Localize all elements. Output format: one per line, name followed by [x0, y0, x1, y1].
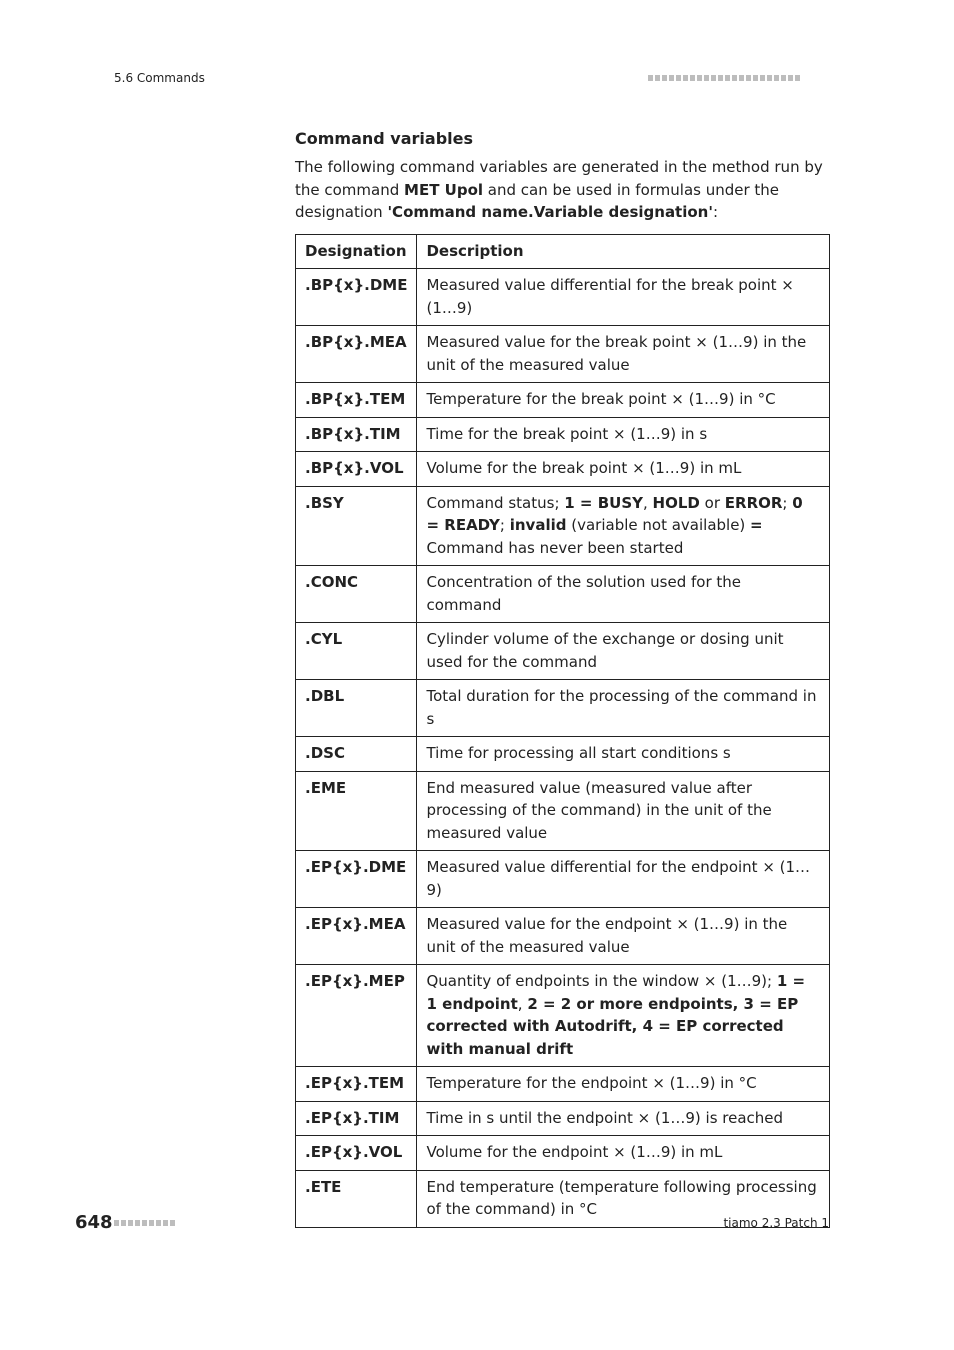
- dot: [655, 75, 660, 81]
- text-run: Concentration of the solution used for the command: [426, 573, 741, 614]
- dot: [128, 1220, 133, 1226]
- dot: [156, 1220, 161, 1226]
- intro-paragraph: [295, 156, 830, 224]
- dot: [718, 75, 723, 81]
- variable-description: [417, 623, 830, 680]
- dot: [795, 75, 800, 81]
- table-row: [296, 771, 830, 851]
- text-run: Time for processing all start conditions s: [426, 744, 731, 762]
- page-number: 648: [75, 1212, 113, 1233]
- dot: [760, 75, 765, 81]
- variable-description: [417, 771, 830, 851]
- dot: [121, 1220, 126, 1226]
- bold-text: HOLD: [652, 493, 700, 512]
- variable-description: [417, 737, 830, 772]
- variable-designation: .BSY: [296, 486, 417, 566]
- table-row: [296, 851, 830, 908]
- table-row: [296, 326, 830, 383]
- variable-description: [417, 486, 830, 566]
- table-row: [296, 965, 830, 1067]
- section-title: Command variables: [295, 129, 473, 148]
- variable-designation: .DBL: [296, 680, 417, 737]
- text-run: End measured value (measured value after processing of the command) in the unit of the measured value: [426, 778, 772, 842]
- command-variables-table: [295, 234, 830, 1228]
- text-run: The following command variables are generated in the method run by the command: [295, 158, 823, 199]
- dot: [781, 75, 786, 81]
- variable-description: [417, 965, 830, 1067]
- table-row: [296, 1136, 830, 1171]
- main-content: [295, 128, 830, 1228]
- variable-description: [417, 908, 830, 965]
- text-run: End temperature (temperature following processing of the command) in °C: [426, 1177, 817, 1218]
- variable-designation: .CYL: [296, 623, 417, 680]
- dot: [142, 1220, 147, 1226]
- dot: [170, 1220, 175, 1226]
- table-row: [296, 417, 830, 452]
- text-run: Time for the break point × (1…9) in s: [426, 424, 708, 443]
- table-row: [296, 908, 830, 965]
- text-run: Measured value differential for the endpoint × (1…9): [426, 858, 811, 899]
- dot: [690, 75, 695, 81]
- text-run: ;: [782, 493, 793, 512]
- text-run: Temperature for the break point × (1…9) in °C: [426, 390, 776, 408]
- variable-description: [417, 269, 830, 326]
- bold-text: 0 = READY: [426, 493, 803, 534]
- text-run: Measured value differential for the break point × (1…9): [426, 276, 794, 317]
- variable-designation: .CONC: [296, 566, 417, 623]
- variable-designation: .BP{x}.TEM: [296, 383, 417, 418]
- variable-description: [417, 417, 830, 452]
- dot: [114, 1220, 119, 1226]
- dot: [739, 75, 744, 81]
- variable-designation: .BP{x}.VOL: [296, 452, 417, 487]
- table-row: [296, 383, 830, 418]
- variable-designation: .DSC: [296, 737, 417, 772]
- dot: [163, 1220, 168, 1226]
- text-run: Measured value for the endpoint × (1…9) in the unit of the measured value: [426, 915, 788, 956]
- running-header-section: 5.6 Commands: [114, 71, 205, 85]
- bold-text: invalid: [509, 516, 567, 534]
- table-row: [296, 1101, 830, 1136]
- bold-text: ERROR: [724, 493, 783, 512]
- column-header-description: Description: [417, 234, 830, 269]
- dot: [711, 75, 716, 81]
- table-row: [296, 1067, 830, 1102]
- dot: [725, 75, 730, 81]
- text-run: Command status;: [426, 493, 565, 512]
- bold-text: 1 = BUSY: [564, 493, 643, 512]
- text-run: or: [699, 493, 725, 512]
- table-header-row: [296, 234, 830, 269]
- variable-designation: .EME: [296, 771, 417, 851]
- variable-description: [417, 1136, 830, 1171]
- variable-description: [417, 1101, 830, 1136]
- table-row: [296, 452, 830, 487]
- dot: [704, 75, 709, 81]
- text-run: Temperature for the endpoint × (1…9) in °C: [426, 1074, 757, 1092]
- variable-designation: .EP{x}.MEP: [296, 965, 417, 1067]
- variable-designation: .EP{x}.MEA: [296, 908, 417, 965]
- dot: [732, 75, 737, 81]
- dot: [683, 75, 688, 81]
- bold-text: =: [750, 516, 763, 534]
- variable-designation: .EP{x}.DME: [296, 851, 417, 908]
- variable-description: [417, 1067, 830, 1102]
- text-run: Cylinder volume of the exchange or dosing unit used for the command: [426, 630, 784, 671]
- text-run: Quantity of endpoints in the window × (1…9);: [426, 972, 777, 990]
- table-row: [296, 623, 830, 680]
- text-run: :: [712, 203, 719, 221]
- variable-description: [417, 452, 830, 487]
- variable-designation: .BP{x}.DME: [296, 269, 417, 326]
- dot: [774, 75, 779, 81]
- dot: [135, 1220, 140, 1226]
- variable-designation: .ETE: [296, 1170, 417, 1227]
- dot: [676, 75, 681, 81]
- dot: [753, 75, 758, 81]
- footer-dot-rule: [114, 1220, 175, 1226]
- text-run: and can be used in formulas under the designation: [295, 180, 780, 221]
- variable-designation: .BP{x}.MEA: [296, 326, 417, 383]
- bold-text: 1 = 1 endpoint: [426, 972, 806, 1013]
- text-run: (variable not available): [566, 516, 751, 534]
- table-row: [296, 269, 830, 326]
- table-row: [296, 737, 830, 772]
- text-run: Time in s until the endpoint × (1…9) is reached: [426, 1108, 784, 1127]
- table-row: [296, 680, 830, 737]
- dot: [669, 75, 674, 81]
- variable-description: [417, 383, 830, 418]
- dot: [788, 75, 793, 81]
- variable-designation: .BP{x}.TIM: [296, 417, 417, 452]
- text-run: Volume for the endpoint × (1…9) in mL: [426, 1143, 723, 1161]
- text-run: Volume for the break point × (1…9) in mL: [426, 459, 742, 477]
- text-run: ,: [643, 493, 653, 512]
- table-row: [296, 566, 830, 623]
- text-run: ;: [499, 516, 510, 534]
- dot: [767, 75, 772, 81]
- dot: [697, 75, 702, 81]
- text-run: Command has never been started: [426, 538, 684, 557]
- dot: [746, 75, 751, 81]
- bold-text: MET Upol: [404, 180, 484, 199]
- table-row: [296, 486, 830, 566]
- variable-designation: .EP{x}.TIM: [296, 1101, 417, 1136]
- text-run: Measured value for the break point × (1…9) in the unit of the measured value: [426, 333, 807, 374]
- variable-description: [417, 566, 830, 623]
- bold-text: 2 = 2 or more endpoints, 3 = EP corrected with Autodrift, 4 = EP corrected with manual drift: [426, 994, 799, 1058]
- bold-text: 'Command name.Variable designation': [387, 203, 713, 221]
- header-dot-rule: [648, 75, 800, 81]
- variable-designation: .EP{x}.VOL: [296, 1136, 417, 1171]
- variable-description: [417, 326, 830, 383]
- dot: [149, 1220, 154, 1226]
- dot: [648, 75, 653, 81]
- product-name: tiamo 2.3 Patch 1: [723, 1216, 829, 1230]
- variable-designation: .EP{x}.TEM: [296, 1067, 417, 1102]
- text-run: ,: [517, 994, 528, 1013]
- text-run: Total duration for the processing of the command in s: [426, 687, 817, 728]
- column-header-designation: Designation: [296, 234, 417, 269]
- dot: [662, 75, 667, 81]
- variable-description: [417, 680, 830, 737]
- variable-description: [417, 851, 830, 908]
